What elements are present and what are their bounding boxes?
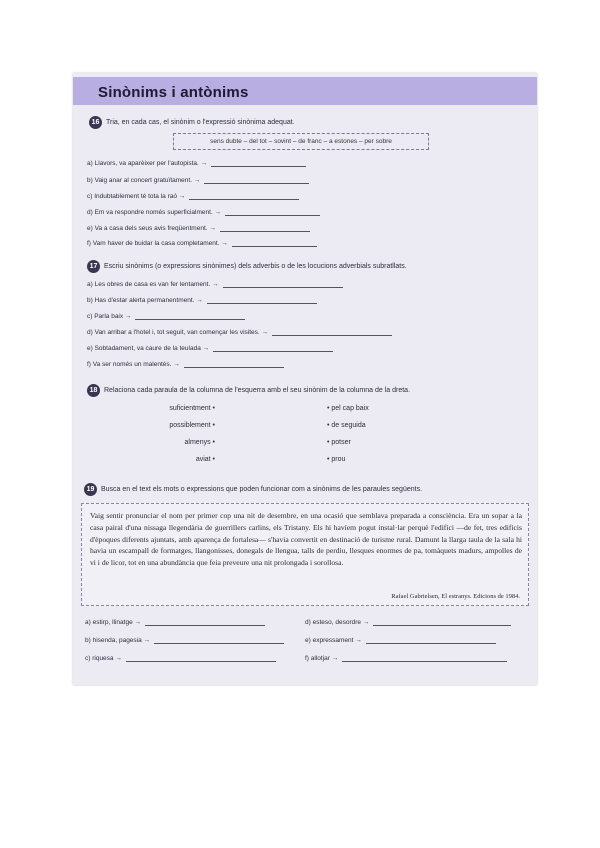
exercise-number-18: 18 xyxy=(87,384,100,397)
answer-line[interactable] xyxy=(220,225,310,232)
answer-line[interactable] xyxy=(154,637,284,644)
match-right-4[interactable]: • prou xyxy=(327,456,346,463)
exercise-16-item-b: b) Vaig anar al concert gratuïtament. → xyxy=(87,177,309,184)
answer-line[interactable] xyxy=(207,297,317,304)
match-right-3[interactable]: • potser xyxy=(327,439,351,446)
passage-source: Rafael Gabrielsen, El estranys. Edicions de 1984. xyxy=(391,593,520,600)
match-left-4[interactable]: aviat • xyxy=(195,456,215,463)
exercise-19-item-e: e) expressament → xyxy=(305,637,496,644)
exercise-19-instruction: Busca en el text els mots o expressions que poden funcionar com a sinònims de les paraules següents. xyxy=(101,486,423,493)
match-left-1[interactable]: suficientment • xyxy=(169,405,215,412)
exercise-19-item-a: a) estirp, llinatge → xyxy=(85,619,265,626)
passage-text: Vaig sentir pronunciar el nom per primer cop una nit de desembre, en una ocasió que semblava preparada a consciència. Era un sopar a la casa pairal d'una nissaga llegendària de guerrillers carlins, els Tristany. Els hi havíem pogut instal·lar perquè l'edifici —de fet, tres edificis d'èpoques diferents ajuntats, amb aparença de fortalesa— s'havia convertit en destinació de turisme rural. Damunt la llarga taula de la sala hi havia un escampall de formatges, llangonisses, donegals de llengua, talls de perdiu, llesques enormes de pa, tomàquets madurs, ampolles de vi i de licor, tot en una abundància que feia preveure una nit prolongada i sorollosa. xyxy=(90,511,522,568)
exercise-19-item-f: f) allotjar → xyxy=(305,655,507,662)
exercise-17-item-d: d) Van arribar a l'hotel i, tot seguit, van començar les visites. → xyxy=(87,329,392,336)
title-bar xyxy=(73,77,537,105)
match-right-2[interactable]: • de seguida xyxy=(327,422,366,429)
match-left-2[interactable]: possiblement • xyxy=(169,422,215,429)
text-passage xyxy=(81,503,529,606)
exercise-16-item-c: c) Indubtablement té tota la raó → xyxy=(87,193,299,200)
answer-line[interactable] xyxy=(135,313,245,320)
exercise-16-item-a: a) Llavors, va aparèixer per l'autopista. → xyxy=(87,160,306,167)
answer-line[interactable] xyxy=(373,619,511,626)
match-left-3[interactable]: almenys • xyxy=(184,439,215,446)
answer-line[interactable] xyxy=(211,160,306,167)
exercise-number-17: 17 xyxy=(87,260,100,273)
answer-line[interactable] xyxy=(232,240,317,247)
exercise-16-word-box: sens dubte – del tot – sovint – de franc – a estones – per sobre xyxy=(173,133,429,150)
exercise-16-instruction: Tria, en cada cas, el sinònim o l'expressió sinònima adequat. xyxy=(106,119,295,126)
exercise-17-item-b: b) Has d'estar alerta permanentment. → xyxy=(87,297,317,304)
answer-line[interactable] xyxy=(342,655,507,662)
answer-line[interactable] xyxy=(204,177,309,184)
answer-line[interactable] xyxy=(366,637,496,644)
answer-line[interactable] xyxy=(126,655,276,662)
exercise-18-instruction: Relaciona cada paraula de la columna de l'esquerra amb el seu sinònim de la columna de la dreta. xyxy=(104,387,411,394)
exercise-19-item-b: b) hisenda, pagesia → xyxy=(85,637,284,644)
exercise-17-item-c: c) Parla baix → xyxy=(87,313,245,320)
exercise-number-16: 16 xyxy=(89,116,102,129)
answer-line[interactable] xyxy=(213,345,333,352)
exercise-17-item-e: e) Sobtadament, va caure de la teulada → xyxy=(87,345,333,352)
answer-line[interactable] xyxy=(272,329,392,336)
exercise-16-item-f: f) Vam haver de buidar la casa completament. → xyxy=(87,240,317,247)
answer-line[interactable] xyxy=(223,281,343,288)
exercise-number-19: 19 xyxy=(84,483,97,496)
worksheet-page xyxy=(73,73,537,685)
exercise-19-item-d: d) esteso, desordre → xyxy=(305,619,511,626)
exercise-19-item-c: c) riquesa → xyxy=(85,655,276,662)
exercise-17-item-a: a) Les obres de casa es van fer lentament. → xyxy=(87,281,343,288)
exercise-17-instruction: Escriu sinònims (o expressions sinònimes) dels adverbis o de les locucions adverbials subratllats. xyxy=(104,263,407,270)
page-title: Sinònims i antònims xyxy=(98,84,249,101)
answer-line[interactable] xyxy=(145,619,265,626)
exercise-16-item-d: d) Em va respondre només superficialment. → xyxy=(87,209,320,216)
exercise-16-item-e: e) Va a casa dels seus avis freqüentment. → xyxy=(87,225,310,232)
answer-line[interactable] xyxy=(184,361,284,368)
exercise-17-item-f: f) Va ser només un malentès. → xyxy=(87,361,284,368)
match-right-1[interactable]: • pel cap baix xyxy=(327,405,369,412)
answer-line[interactable] xyxy=(225,209,320,216)
answer-line[interactable] xyxy=(189,193,299,200)
